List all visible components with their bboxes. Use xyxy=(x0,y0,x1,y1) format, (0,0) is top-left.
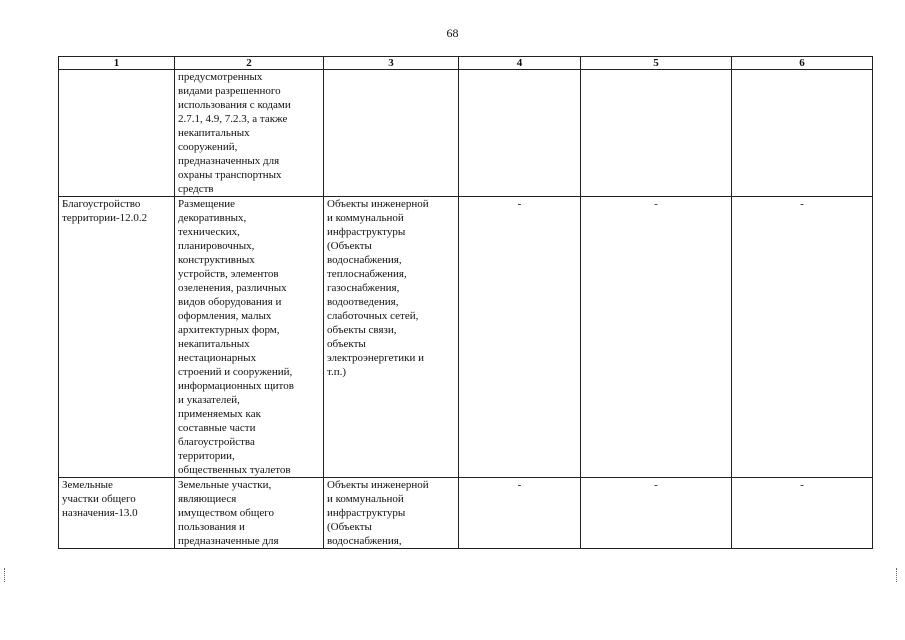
table-cell: предусмотренных видами разрешенного использования с кодами 2.7.1, 4.9, 7.2.3, а также некапитальных сооружений, предназначенных для охраны транспортных средств xyxy=(175,70,324,197)
column-header-2: 2 xyxy=(175,57,324,70)
page-number: 68 xyxy=(446,26,459,40)
scan-edge-mark-right xyxy=(896,568,900,582)
table-cell: Благоустройство территории-12.0.2 xyxy=(59,197,175,478)
table-cell xyxy=(59,70,175,197)
column-header-6: 6 xyxy=(732,57,873,70)
column-header-3: 3 xyxy=(324,57,459,70)
column-header-1: 1 xyxy=(59,57,175,70)
table-cell xyxy=(324,70,459,197)
table-cell: - xyxy=(459,197,581,478)
zoning-table xyxy=(58,56,873,549)
table-row xyxy=(59,478,873,549)
table-header-row xyxy=(59,57,873,70)
table-cell: Объекты инженерной и коммунальной инфраструктуры (Объекты водоснабжения, xyxy=(324,478,459,549)
table-cell: Размещение декоративных, технических, планировочных, конструктивных устройств, элементов озеленения, различных видов оборудования и оформления, малых архитектурных форм, некапитальных нестационарных строений и сооружений, информационных щитов и указателей, применяемых как составные части благоустройства территории, общественных туалетов xyxy=(175,197,324,478)
table-cell: - xyxy=(732,197,873,478)
table-row xyxy=(59,197,873,478)
table-cell xyxy=(459,70,581,197)
column-header-4: 4 xyxy=(459,57,581,70)
column-header-5: 5 xyxy=(581,57,732,70)
table-cell: - xyxy=(732,478,873,549)
table-cell: Земельные участки, являющиеся имуществом общего пользования и предназначенные для xyxy=(175,478,324,549)
table-row xyxy=(59,70,873,197)
table-cell: - xyxy=(581,478,732,549)
table-cell xyxy=(581,70,732,197)
scan-edge-mark-left xyxy=(4,568,8,582)
table-cell: - xyxy=(459,478,581,549)
table-cell xyxy=(732,70,873,197)
table-cell: Земельные участки общего назначения-13.0 xyxy=(59,478,175,549)
table-cell: - xyxy=(581,197,732,478)
table-cell: Объекты инженерной и коммунальной инфраструктуры (Объекты водоснабжения, теплоснабжения, газоснабжения, водоотведения, слаботочных сетей, объекты связи, объекты электроэнергетики и т.п.) xyxy=(324,197,459,478)
